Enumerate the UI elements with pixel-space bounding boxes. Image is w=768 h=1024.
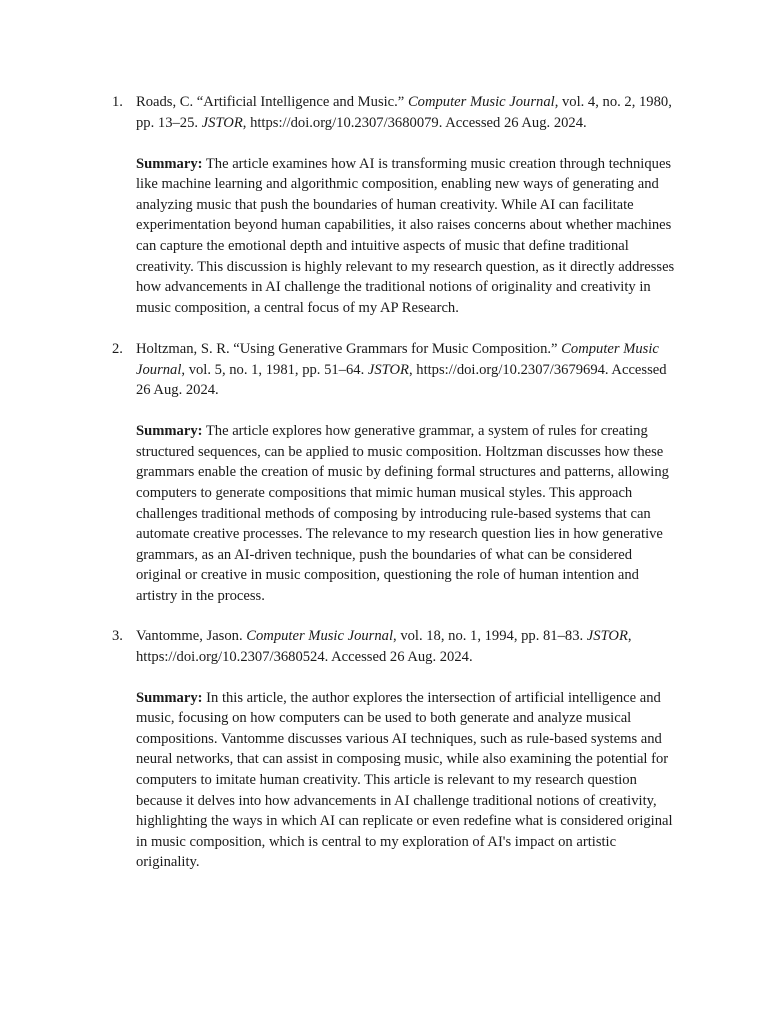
summary-paragraph (136, 154, 681, 319)
citation-details: , vol. 4, no. 2, 1980, pp. 13–25. (136, 94, 672, 131)
citation-text: Vantomme, Jason. (136, 628, 247, 644)
journal-title: Computer Music Journal (136, 341, 659, 378)
reference-number: 2. (112, 341, 123, 357)
summary-label: Summary: (136, 423, 203, 440)
reference-entry-3 (112, 626, 692, 873)
reference-body (136, 92, 681, 318)
reference-body (136, 626, 681, 873)
summary-text: The article explores how generative grammar, a system of rules for creating structured sequences, can be applied to music composition. Holtzman discusses how these grammars enable the creation of music by defining formal structures and patterns, allowing computers to generate compositions that mimic human musical styles. This approach challenges traditional methods of composing by introducing rule-based systems that can automate creative processes. The relevance to my research question lies in how generative grammars, as an AI-driven technique, push the boundaries of what can be considered original or creative in music composition, questioning the role of human intention and artistry in the process. (136, 423, 669, 605)
summary-label: Summary: (136, 155, 203, 172)
reference-body (136, 339, 681, 607)
summary-label: Summary: (136, 689, 203, 706)
citation-doi: , https://doi.org/10.2307/3680524. Accessed 26 Aug. 2024. (136, 628, 632, 665)
journal-title: Computer Music Journal (407, 94, 555, 110)
summary-text: The article examines how AI is transforming music creation through techniques like machine learning and algorithmic composition, enabling new ways of generating and analyzing music that push the boundaries of human creativity. While AI can facilitate experimentation beyond human capabilities, it also raises concerns about whether machines can capture the emotional depth and intuitive aspects of music that define traditional creativity. This discussion is highly relevant to my research question, as it directly addresses how advancements in AI challenge the traditional notions of originality and creativity in music composition, a central focus of my AP Research. (136, 155, 675, 316)
reference-entry-1 (112, 92, 692, 318)
citation (136, 92, 681, 133)
citation (136, 339, 681, 401)
reference-entry-2 (112, 339, 692, 607)
citation-details: , vol. 5, no. 1, 1981, pp. 51–64. (181, 361, 368, 378)
citation-text: Roads, C. “Artificial Intelligence and Music.” (136, 94, 408, 110)
database-name: JSTOR (586, 628, 628, 644)
summary-paragraph (136, 688, 681, 873)
database-name: JSTOR (367, 361, 409, 378)
summary-paragraph (136, 421, 681, 606)
journal-title: Computer Music Journal (246, 628, 394, 644)
reference-number: 3. (112, 628, 123, 644)
citation-text: Holtzman, S. R. “Using Generative Grammars for Music Composition.” (136, 341, 562, 357)
citation-details: , vol. 18, no. 1, 1994, pp. 81–83. (393, 628, 587, 644)
citation-doi: , https://doi.org/10.2307/3680079. Accessed 26 Aug. 2024. (242, 114, 587, 131)
summary-text: In this article, the author explores the intersection of artificial intelligence and music, focusing on how computers can be used to both generate and analyze musical compositions. Vantomme discusses various AI techniques, such as rule-based systems and neural networks, that can assist in composing music, while also examining the potential for computers to imitate human creativity. This article is relevant to my research question because it delves into how advancements in AI challenge traditional notions of creativity, highlighting the ways in which AI can replicate or even redefine what is considered original in music composition, which is central to my exploration of AI's impact on artistic originality. (136, 689, 673, 871)
citation-doi: , https://doi.org/10.2307/3679694. Accessed 26 Aug. 2024. (136, 361, 667, 399)
reference-number: 1. (112, 94, 123, 110)
database-name: JSTOR (201, 114, 243, 131)
citation (136, 626, 681, 667)
